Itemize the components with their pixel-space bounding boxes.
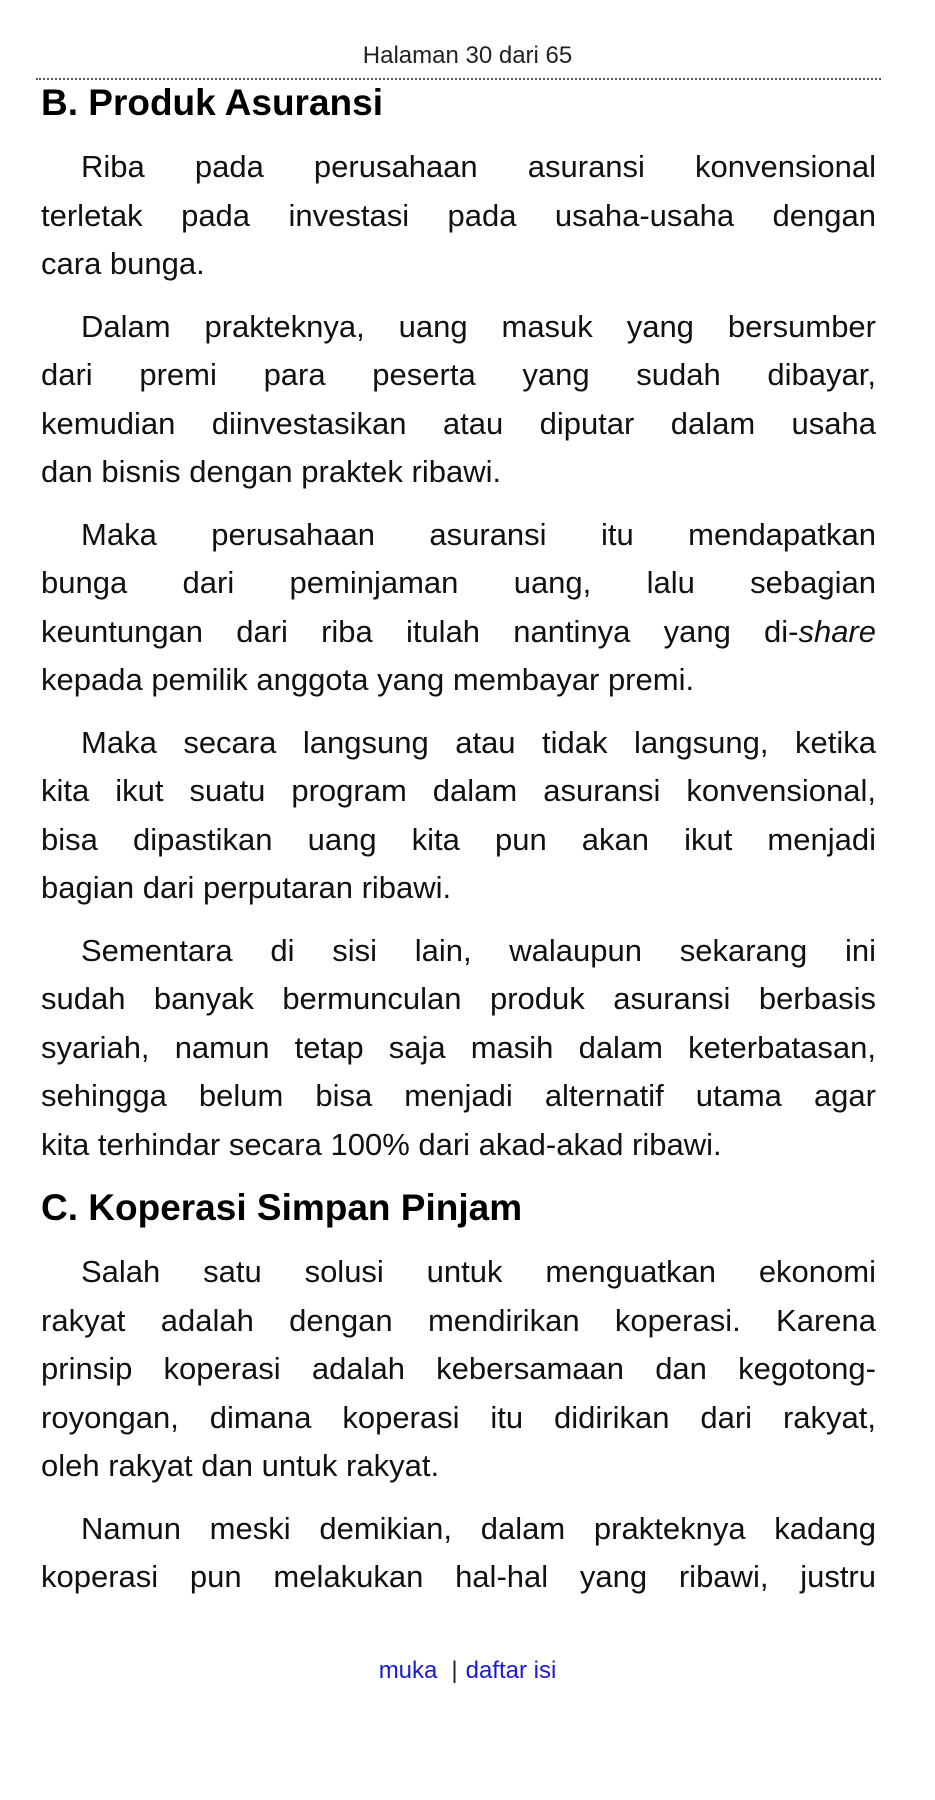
home-link[interactable]: muka — [378, 1657, 438, 1684]
paragraph — [41, 511, 876, 705]
paragraph — [41, 1505, 876, 1602]
text-line: sehingga belum bisa menjadi alternatif utama agar — [41, 1078, 876, 1113]
text-line — [41, 608, 876, 657]
paragraph — [41, 1248, 876, 1491]
text-line: rakyat adalah dengan mendirikan koperasi. Karena — [41, 1302, 876, 1338]
italic-term: share — [798, 613, 876, 649]
table-of-contents-link[interactable]: daftar isi — [465, 1657, 557, 1684]
text-line: cara bunga. — [41, 246, 205, 281]
paragraph — [41, 303, 876, 497]
text-line: dan bisnis dengan praktek ribawi. — [41, 454, 502, 489]
text-line: Salah satu solusi untuk menguatkan ekonomi — [81, 1254, 876, 1289]
text-line: Riba pada perusahaan asuransi konvensional — [81, 149, 876, 184]
text-line: royongan, dimana koperasi itu didirikan dari rakyat, — [41, 1399, 876, 1435]
text-line: Maka secara langsung atau tidak langsung, ketika — [81, 724, 876, 760]
text-line: oleh rakyat dan untuk rakyat. — [41, 1448, 440, 1483]
text-line: terletak pada investasi pada usaha-usaha dengan — [41, 197, 876, 233]
text-line: syariah, namun tetap saja masih dalam keterbatasan, — [41, 1029, 876, 1065]
section-heading: C. Koperasi Simpan Pinjam — [41, 1187, 523, 1228]
section-heading: B. Produk Asuransi — [41, 82, 383, 123]
text-line: sudah banyak bermunculan produk asuransi berbasis — [41, 981, 876, 1016]
text-line: prinsip koperasi adalah kebersamaan dan kegotong- — [41, 1351, 876, 1386]
text-line: Sementara di sisi lain, walaupun sekarang ini — [81, 932, 876, 968]
text-segment: keuntungan dari riba itulah nantinya yang di- — [41, 613, 799, 649]
text-line: Dalam prakteknya, uang masuk yang bersumber — [81, 308, 876, 344]
text-line: kepada pemilik anggota yang membayar premi. — [41, 662, 695, 697]
footer-navigation — [0, 1656, 935, 1686]
text-line: kita terhindar secara 100% dari akad-akad ribawi. — [41, 1126, 722, 1162]
text-line: dari premi para peserta yang sudah dibayar, — [41, 357, 876, 392]
text-line: kita ikut suatu program dalam asuransi konvensional, — [41, 773, 876, 808]
text-line: kemudian diinvestasikan atau diputar dalam usaha — [41, 405, 876, 441]
text-line: koperasi pun melakukan hal-hal yang ribawi, justru — [41, 1559, 876, 1594]
text-line: bunga dari peminjaman uang, lalu sebagian — [41, 565, 876, 600]
text-line: bisa dipastikan uang kita pun akan ikut menjadi — [41, 821, 876, 857]
document-body — [41, 81, 876, 1616]
header-divider — [36, 78, 881, 80]
nav-separator: | — [451, 1657, 458, 1684]
paragraph — [41, 719, 876, 913]
text-line: Namun meski demikian, dalam prakteknya kadang — [81, 1510, 876, 1546]
paragraph — [41, 143, 876, 289]
paragraph — [41, 927, 876, 1170]
text-line: Maka perusahaan asuransi itu mendapatkan — [81, 516, 876, 552]
text-line: bagian dari perputaran ribawi. — [41, 870, 452, 905]
page-number-header: Halaman 30 dari 65 — [362, 42, 573, 69]
